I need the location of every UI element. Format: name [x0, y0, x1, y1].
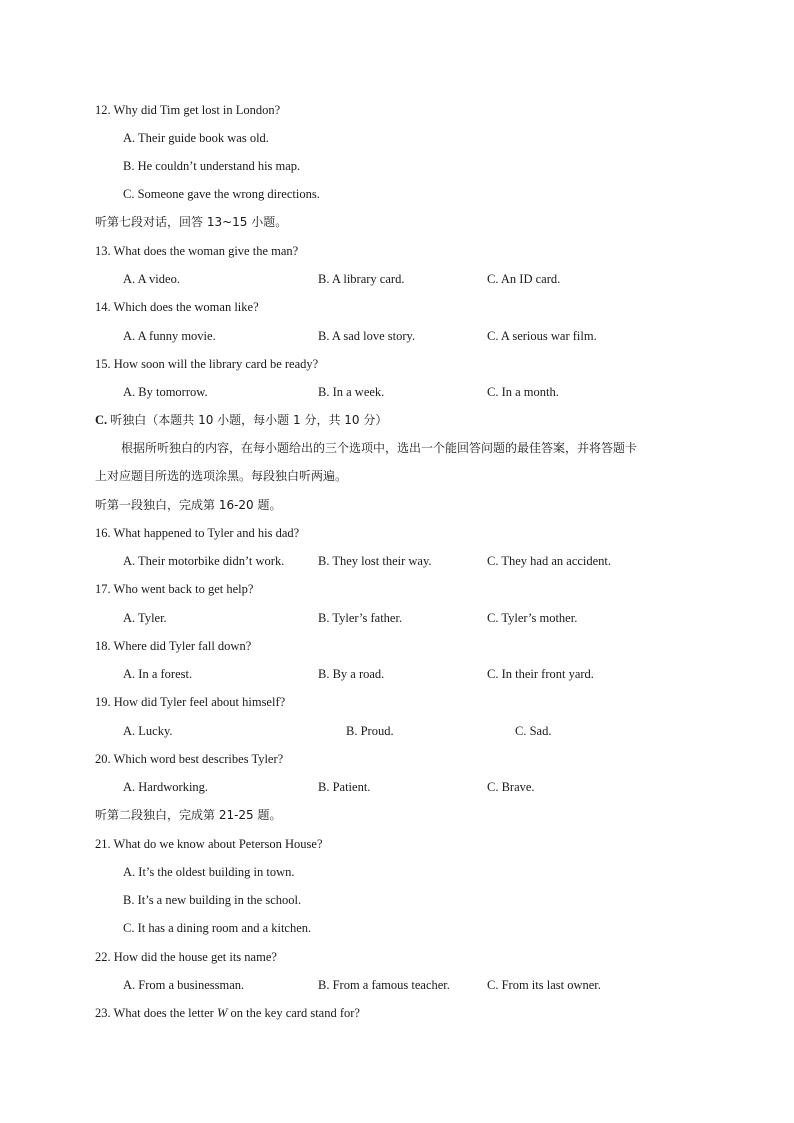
- q17-option-b: B. Tyler’s father.: [318, 611, 403, 625]
- q21-option-c: C. It has a dining room and a kitchen.: [123, 921, 312, 935]
- part-c-instruction-line1: 根据所听独白的内容，在每小题给出的三个选项中，选出一个能回答问题的最佳答案，并将答题卡: [121, 441, 638, 455]
- question-17: 17. Who went back to get help?: [95, 582, 254, 596]
- q13-option-b: B. A library card.: [318, 272, 405, 286]
- q16-option-a: A. Their motorbike didn’t work.: [123, 554, 285, 568]
- question-19: 19. How did Tyler feel about himself?: [95, 695, 286, 709]
- q12-option-a: A. Their guide book was old.: [123, 131, 269, 145]
- q15-option-c: C. In a month.: [487, 385, 559, 399]
- question-20: 20. Which word best describes Tyler?: [95, 752, 284, 766]
- q18-option-b: B. By a road.: [318, 667, 385, 681]
- question-13: 13. What does the woman give the man?: [95, 244, 299, 258]
- q18-option-a: A. In a forest.: [123, 667, 193, 681]
- question-14: 14. Which does the woman like?: [95, 300, 259, 314]
- q21-option-b: B. It’s a new building in the school.: [123, 893, 302, 907]
- q15-option-a: A. By tomorrow.: [123, 385, 208, 399]
- q22-option-c: C. From its last owner.: [487, 978, 601, 992]
- question-21: 21. What do we know about Peterson House?: [95, 837, 323, 851]
- question-15: 15. How soon will the library card be ready?: [95, 357, 319, 371]
- q13-option-a: A. A video.: [123, 272, 180, 286]
- monologue-1-instruction: 听第一段独白，完成第 16-20 题。: [95, 498, 282, 512]
- q14-option-a: A. A funny movie.: [123, 329, 216, 343]
- q22-option-a: A. From a businessman.: [123, 978, 245, 992]
- q20-option-b: B. Patient.: [318, 780, 371, 794]
- question-23-letter: W: [216, 1006, 228, 1020]
- q13-option-c: C. An ID card.: [487, 272, 561, 286]
- q19-option-a: A. Lucky.: [123, 724, 173, 738]
- question-16: 16. What happened to Tyler and his dad?: [95, 526, 300, 540]
- q15-option-b: B. In a week.: [318, 385, 385, 399]
- q16-option-c: C. They had an accident.: [487, 554, 612, 568]
- question-23: [95, 1005, 360, 1021]
- part-c-instruction-line2: 上对应题目所选的选项涂黑。每段独白听两遍。: [95, 469, 348, 483]
- q20-option-a: A. Hardworking.: [123, 780, 209, 794]
- part-c-heading: [95, 412, 387, 428]
- q22-option-b: B. From a famous teacher.: [318, 978, 450, 992]
- q12-option-c: C. Someone gave the wrong directions.: [123, 187, 320, 201]
- q20-option-c: C. Brave.: [487, 780, 535, 794]
- q14-option-b: B. A sad love story.: [318, 329, 416, 343]
- monologue-2-instruction: 听第二段独白，完成第 21-25 题。: [95, 808, 282, 822]
- part-c-title: 听独白（本题共 10 小题，每小题 1 分，共 10 分）: [110, 413, 388, 427]
- q21-option-a: A. It’s the oldest building in town.: [123, 865, 295, 879]
- q14-option-c: C. A serious war film.: [487, 329, 597, 343]
- question-18: 18. Where did Tyler fall down?: [95, 639, 252, 653]
- q19-option-b: B. Proud.: [346, 724, 394, 738]
- q19-option-c: C. Sad.: [515, 724, 552, 738]
- question-23-text-end: on the key card stand for?: [227, 1006, 360, 1020]
- question-23-text-start: 23. What does the letter: [95, 1006, 217, 1020]
- question-22: 22. How did the house get its name?: [95, 950, 277, 964]
- question-12: 12. Why did Tim get lost in London?: [95, 103, 281, 117]
- section-instruction-7: 听第七段对话，回答 13~15 小题。: [95, 215, 288, 229]
- part-c-label: C.: [95, 413, 108, 427]
- q18-option-c: C. In their front yard.: [487, 667, 594, 681]
- q12-option-b: B. He couldn’t understand his map.: [123, 159, 301, 173]
- q16-option-b: B. They lost their way.: [318, 554, 432, 568]
- q17-option-a: A. Tyler.: [123, 611, 167, 625]
- q17-option-c: C. Tyler’s mother.: [487, 611, 578, 625]
